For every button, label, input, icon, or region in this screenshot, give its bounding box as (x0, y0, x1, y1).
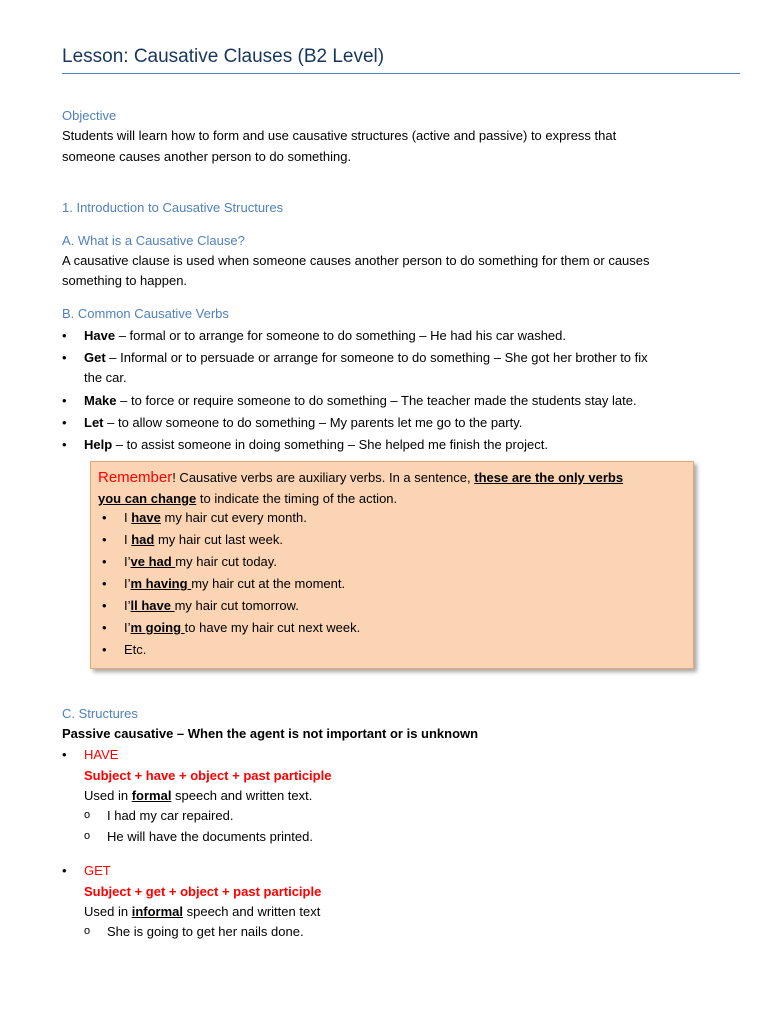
section-a-text-line-1: A causative clause is used when someone causes another person to do something for them or causes (62, 253, 650, 268)
remember-text: Causative verbs are auxiliary verbs. In a sentence, (175, 470, 475, 485)
bullet-icon: • (62, 393, 67, 408)
causative-verb-item (62, 326, 732, 346)
bullet-icon: • (102, 642, 107, 657)
sub-bullet-icon: o (84, 809, 91, 821)
example-pre: I (124, 532, 132, 547)
objective-text-line-2: someone causes another person to do something. (62, 149, 352, 164)
example-post: my hair cut at the moment. (191, 576, 346, 591)
timing-example (102, 532, 283, 547)
causative-verb-item (62, 348, 732, 388)
bullet-icon: • (102, 554, 107, 569)
usage-emphasis: informal (131, 904, 183, 919)
timing-example (102, 642, 146, 657)
get-formula: Subject + get + object + past participle (84, 884, 322, 899)
remember-text-2: to indicate the timing of the action. (196, 491, 398, 506)
passive-causative-line (62, 726, 478, 741)
bullet-icon: • (62, 350, 67, 365)
verb-description: – formal or to arrange for someone to do something – He had his car washed. (115, 328, 566, 343)
verb-description: – to force or require someone to do something – The teacher made the students stay late. (116, 393, 637, 408)
objective-heading: Objective (62, 108, 117, 123)
verb-description: – to allow someone to do something – My parents let me go to the party. (103, 415, 523, 430)
bullet-icon: • (102, 532, 107, 547)
verb-description: – Informal or to persuade or arrange for someone to do something – She got her brother to fix (105, 350, 648, 365)
example-pre: I’ (124, 554, 131, 569)
objective-text-line-1: Students will learn how to form and use causative structures (active and passive) to express that (62, 128, 617, 143)
timing-example (102, 576, 345, 591)
example-text: He will have the documents printed. (107, 829, 313, 844)
have-formula: Subject + have + object + past participle (84, 768, 332, 783)
remember-exclamation: ! (172, 470, 176, 485)
bullet-icon: • (62, 415, 67, 430)
sub-bullet-icon: o (84, 925, 91, 937)
example-pre: I’ (124, 598, 131, 613)
title-divider (62, 73, 740, 74)
verb-name: Have (84, 328, 116, 343)
section-a-text-line-2: something to happen. (62, 273, 188, 288)
example-post: my hair cut today. (175, 554, 277, 569)
example-text: She is going to get her nails done. (107, 924, 304, 939)
timing-example (102, 598, 299, 613)
verb-name: Make (84, 393, 117, 408)
example-verb: m having (130, 576, 192, 591)
bullet-icon: • (62, 437, 67, 452)
timing-example (102, 554, 277, 569)
causative-verb-item (62, 435, 732, 455)
have-example (84, 829, 313, 844)
usage-emphasis: formal (131, 788, 172, 803)
verb-name: Let (84, 415, 104, 430)
bullet-icon: • (102, 620, 107, 635)
verb-name: Help (84, 437, 113, 452)
causative-verb-item (62, 413, 732, 433)
verb-description: – to assist someone in doing something – She helped me finish the project. (112, 437, 548, 452)
remember-emphasis: these are the only verbs (474, 470, 624, 485)
usage-pre: Used in (84, 788, 132, 803)
usage-post: speech and written text (183, 904, 321, 919)
usage-post: speech and written text. (171, 788, 313, 803)
example-post: my hair cut last week. (154, 532, 283, 547)
example-text: I had my car repaired. (107, 808, 234, 823)
have-example (84, 808, 233, 823)
get-structure-item (62, 863, 67, 878)
passive-causative-text: Passive causative – When the agent is not important or is unknown (62, 726, 479, 741)
get-example (84, 924, 304, 939)
remember-callout (90, 461, 694, 669)
example-post: my hair cut tomorrow. (174, 598, 299, 613)
timing-example (102, 620, 360, 635)
remember-label: Remember (98, 469, 173, 486)
remember-emphasis-2: you can change (98, 491, 197, 506)
have-label: HAVE (84, 747, 119, 762)
example-pre: I’ (124, 576, 131, 591)
example-verb: m going (130, 620, 185, 635)
causative-verb-item (62, 391, 732, 411)
remember-lead (98, 467, 688, 509)
section-a-heading: A. What is a Causative Clause? (62, 233, 245, 248)
get-label: GET (84, 863, 111, 878)
example-pre: I (124, 510, 132, 525)
bullet-icon: • (102, 510, 107, 525)
verb-name: Get (84, 350, 106, 365)
example-post: my hair cut every month. (160, 510, 307, 525)
example-verb: ve had (130, 554, 176, 569)
example-pre: I’ (124, 620, 131, 635)
sub-bullet-icon: o (84, 830, 91, 842)
bullet-icon: • (102, 598, 107, 613)
example-verb: ll have (130, 598, 175, 613)
section-c-heading: C. Structures (62, 706, 138, 721)
bullet-icon: • (62, 863, 67, 878)
section-1-heading: 1. Introduction to Causative Structures (62, 200, 284, 215)
example-verb: have (131, 510, 161, 525)
bullet-icon: • (62, 747, 67, 762)
have-structure-item (62, 747, 67, 762)
bullet-icon: • (102, 576, 107, 591)
example-verb: had (131, 532, 155, 547)
timing-example (102, 510, 307, 525)
get-usage (84, 904, 320, 919)
verb-description-cont: the car. (84, 370, 127, 385)
page-title: Lesson: Causative Clauses (B2 Level) (62, 46, 385, 67)
have-usage (84, 788, 312, 803)
example-post: to have my hair cut next week. (184, 620, 361, 635)
bullet-icon: • (62, 328, 67, 343)
section-b-heading: B. Common Causative Verbs (62, 306, 229, 321)
usage-pre: Used in (84, 904, 132, 919)
example-pre: Etc. (124, 642, 147, 657)
